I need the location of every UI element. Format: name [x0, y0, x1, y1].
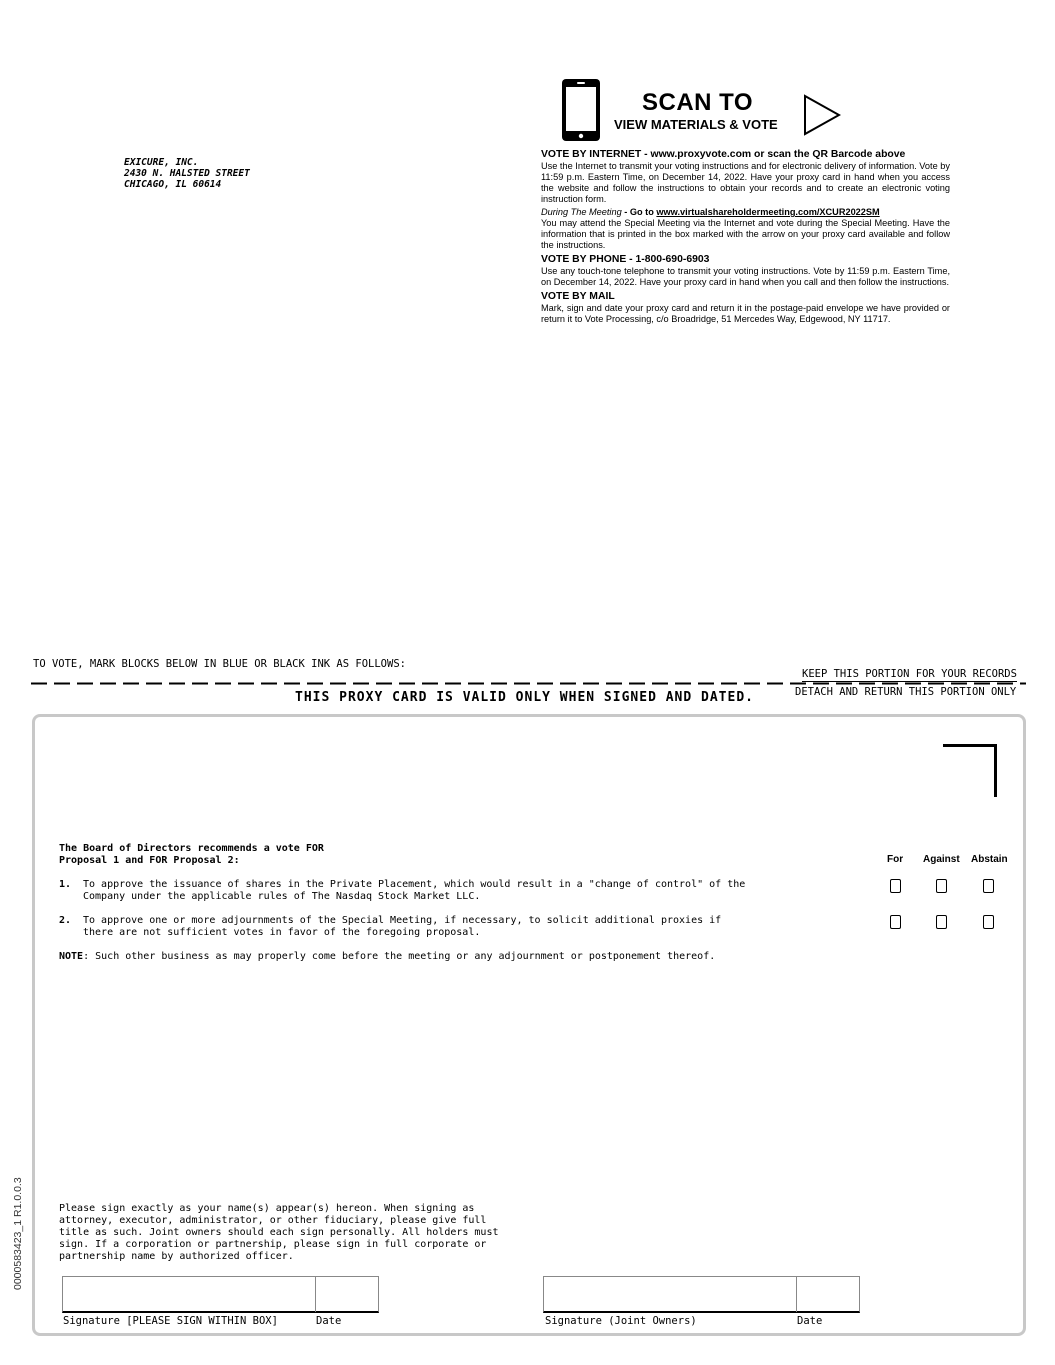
note-line	[59, 951, 715, 962]
board-line-2: Proposal 1 and FOR Proposal 2:	[59, 855, 240, 866]
phone-heading: VOTE BY PHONE - 1-800-690-6903	[541, 254, 710, 265]
proposal-1	[59, 879, 745, 903]
proposal-1-line-2: Company under the applicable rules of The Nasdaq Stock Market LLC.	[83, 891, 481, 902]
address-line-1: EXICURE, INC.	[124, 157, 199, 168]
detach-portion-label: DETACH AND RETURN THIS PORTION ONLY	[795, 686, 1017, 698]
valid-notice: THIS PROXY CARD IS VALID ONLY WHEN SIGNED AND DATED.	[295, 690, 754, 705]
proposal-2-against-checkbox[interactable]	[936, 915, 947, 929]
meeting-goto: - Go to	[621, 207, 657, 217]
mailing-address	[124, 157, 250, 190]
proposal-1-for-checkbox[interactable]	[890, 879, 901, 893]
meeting-text: You may attend the Special Meeting via the Internet and vote during the Special Meeting. Have the information that is printed in the box marked with the arrow on your proxy card available and follow the instructions.	[541, 218, 950, 250]
proposal-2-for-checkbox[interactable]	[890, 915, 901, 929]
address-line-2: 2430 N. HALSTED STREET	[124, 168, 250, 179]
play-triangle-icon	[803, 94, 841, 136]
corner-mark	[943, 744, 997, 797]
signature-box-1-divider	[315, 1276, 316, 1312]
mail-text: Mark, sign and date your proxy card and return it in the postage-paid envelope we have provided or return it to Vote Processing, c/o Broadridge, 51 Mercedes Way, Edgewood, NY 11717.	[541, 303, 950, 324]
column-against: Against	[923, 854, 960, 865]
address-line-3: CHICAGO, IL 60614	[124, 179, 222, 190]
proposal-2-line-2: there are not sufficient votes in favor of the foregoing proposal.	[83, 927, 481, 938]
signature-box-1[interactable]	[62, 1276, 379, 1313]
column-abstain: Abstain	[971, 854, 1008, 865]
proposal-2-number: 2.	[59, 915, 72, 926]
keep-portion-label: KEEP THIS PORTION FOR YOUR RECORDS	[802, 668, 1017, 680]
sign-note-line-3: title as such. Joint owners should each sign personally. All holders must	[59, 1227, 499, 1238]
sign-note-line-2: attorney, executor, administrator, or other fiduciary, please give full	[59, 1215, 487, 1226]
meeting-line	[541, 207, 950, 218]
detach-dashed-line	[31, 682, 1026, 685]
scan-subtitle: VIEW MATERIALS & VOTE	[614, 117, 778, 132]
proposal-2	[59, 915, 721, 939]
proposal-1-number: 1.	[59, 879, 72, 890]
board-recommendation	[59, 843, 324, 867]
vote-instruction: TO VOTE, MARK BLOCKS BELOW IN BLUE OR BLACK INK AS FOLLOWS:	[33, 658, 406, 670]
column-for: For	[887, 854, 904, 865]
proposal-2-line-1: To approve one or more adjournments of the Special Meeting, if necessary, to solicit additional proxies if	[83, 915, 722, 926]
proposal-1-abstain-checkbox[interactable]	[983, 879, 994, 893]
internet-heading: VOTE BY INTERNET - www.proxyvote.com or scan the QR Barcode above	[541, 149, 906, 160]
side-document-code: 0000583423_1 R1.0.0.3	[12, 1177, 24, 1290]
sign-note-line-1: Please sign exactly as your name(s) appear(s) hereon. When signing as	[59, 1203, 475, 1214]
phone-text: Use any touch-tone telephone to transmit your voting instructions. Vote by 11:59 p.m. Eastern Time, on December 14, 2022. Have your proxy card in hand when you call and then follow the instructions.	[541, 266, 950, 287]
board-line-1: The Board of Directors recommends a vote FOR	[59, 843, 324, 854]
mail-heading: VOTE BY MAIL	[541, 291, 615, 302]
signing-instructions	[59, 1203, 499, 1263]
voting-instructions	[541, 149, 950, 325]
meeting-label: During The Meeting	[541, 207, 622, 217]
sign-note-line-5: partnership name by authorized officer.	[59, 1251, 294, 1262]
note-label: NOTE	[59, 951, 84, 962]
sign-note-line-4: sign. If a corporation or partnership, please sign in full corporate or	[59, 1239, 487, 1250]
signature-2-label: Signature (Joint Owners)	[545, 1315, 697, 1327]
signature-box-2-divider	[796, 1276, 797, 1312]
meeting-url-link[interactable]: www.virtualshareholdermeeting.com/XCUR2022SM	[656, 207, 880, 217]
signature-1-label: Signature [PLEASE SIGN WITHIN BOX]	[63, 1315, 278, 1327]
date-2-label: Date	[797, 1315, 823, 1327]
smartphone-icon	[560, 78, 602, 142]
proposal-1-line-1: To approve the issuance of shares in the Private Placement, which would result in a "change of control" of the	[83, 879, 746, 890]
proposal-2-abstain-checkbox[interactable]	[983, 915, 994, 929]
signature-box-2[interactable]	[543, 1276, 860, 1313]
note-text: : Such other business as may properly come before the meeting or any adjournment or postponement thereof.	[83, 951, 716, 962]
date-1-label: Date	[316, 1315, 342, 1327]
proposal-1-against-checkbox[interactable]	[936, 879, 947, 893]
scan-title: SCAN TO	[642, 89, 754, 116]
internet-text: Use the Internet to transmit your voting instructions and for electronic delivery of information. Vote by 11:59 p.m. Eastern Time, on December 14, 2022. Have your proxy card in hand when you access the website and follow the instructions to obtain your records and to create an electronic voting instruction form.	[541, 161, 950, 204]
